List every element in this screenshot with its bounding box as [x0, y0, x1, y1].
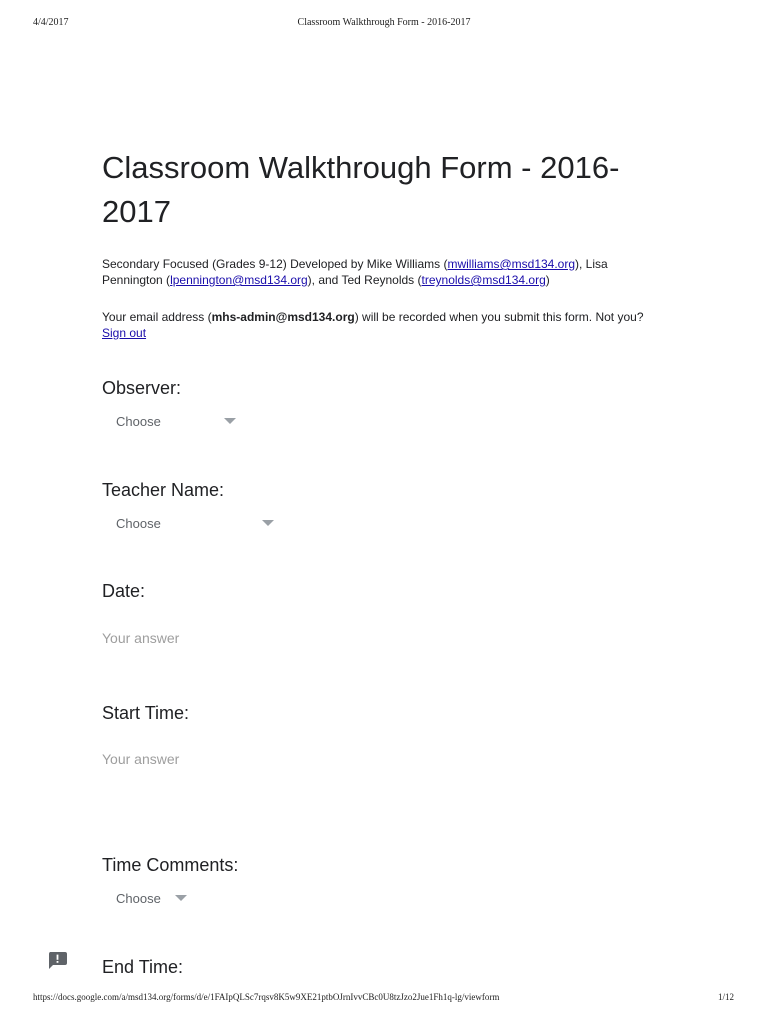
start-time-answer-input[interactable]: [102, 747, 402, 771]
dropdown-value: Choose: [116, 890, 161, 906]
print-date: 4/4/2017: [33, 17, 69, 28]
email-notice: [102, 309, 682, 341]
description-text: ), Lisa Pennington (: [102, 257, 608, 287]
print-url: https://docs.google.com/a/msd134.org/forms/d/e/1FAIpQLSc7rqsv8K5w9XE21ptbOJrnIvvCBc0U8tzJzo2Jue1Fh1q-lg/viewform: [33, 992, 500, 1002]
email-notice-prefix: Your email address (: [102, 310, 212, 324]
account-email: mhs-admin@msd134.org: [211, 310, 355, 324]
chevron-down-icon: [224, 418, 236, 424]
page-number: 1/12: [717, 992, 734, 1002]
date-answer-input[interactable]: [102, 626, 402, 650]
print-header: [0, 17, 768, 31]
question-label-end-time: End Time:: [102, 957, 184, 977]
observer-dropdown[interactable]: [102, 409, 242, 433]
form-description: [102, 256, 662, 288]
question-label-date: Date:: [102, 581, 146, 601]
email-link-mwilliams[interactable]: mwilliams@msd134.org: [447, 257, 576, 271]
dropdown-value: Choose: [116, 413, 161, 429]
chevron-down-icon: [262, 520, 274, 526]
question-label-time-comments: Time Comments:: [102, 855, 239, 875]
time-comments-dropdown[interactable]: [102, 886, 194, 910]
description-text: Secondary Focused (Grades 9-12) Developed by Mike Williams (: [102, 257, 448, 271]
description-text: ), and Ted Reynolds (: [307, 273, 422, 287]
form-title: Classroom Walkthrough Form - 2016-2017: [102, 150, 620, 229]
teacher-name-dropdown[interactable]: [102, 511, 280, 535]
print-title: Classroom Walkthrough Form - 2016-2017: [297, 17, 471, 28]
description-text: ): [545, 273, 550, 287]
dropdown-value: Choose: [116, 515, 161, 531]
question-label-start-time: Start Time:: [102, 703, 190, 723]
email-link-treynolds[interactable]: treynolds@msd134.org: [421, 273, 546, 287]
print-footer: [0, 992, 768, 1006]
feedback-icon[interactable]: [48, 952, 67, 969]
email-notice-suffix: ) will be recorded when you submit this form. Not you?: [354, 310, 644, 324]
email-link-lpennington[interactable]: lpennington@msd134.org: [170, 273, 308, 287]
chevron-down-icon: [175, 895, 187, 901]
question-label-teacher-name: Teacher Name:: [102, 480, 225, 500]
question-label-observer: Observer:: [102, 378, 182, 398]
sign-out-link[interactable]: Sign out: [102, 326, 147, 340]
